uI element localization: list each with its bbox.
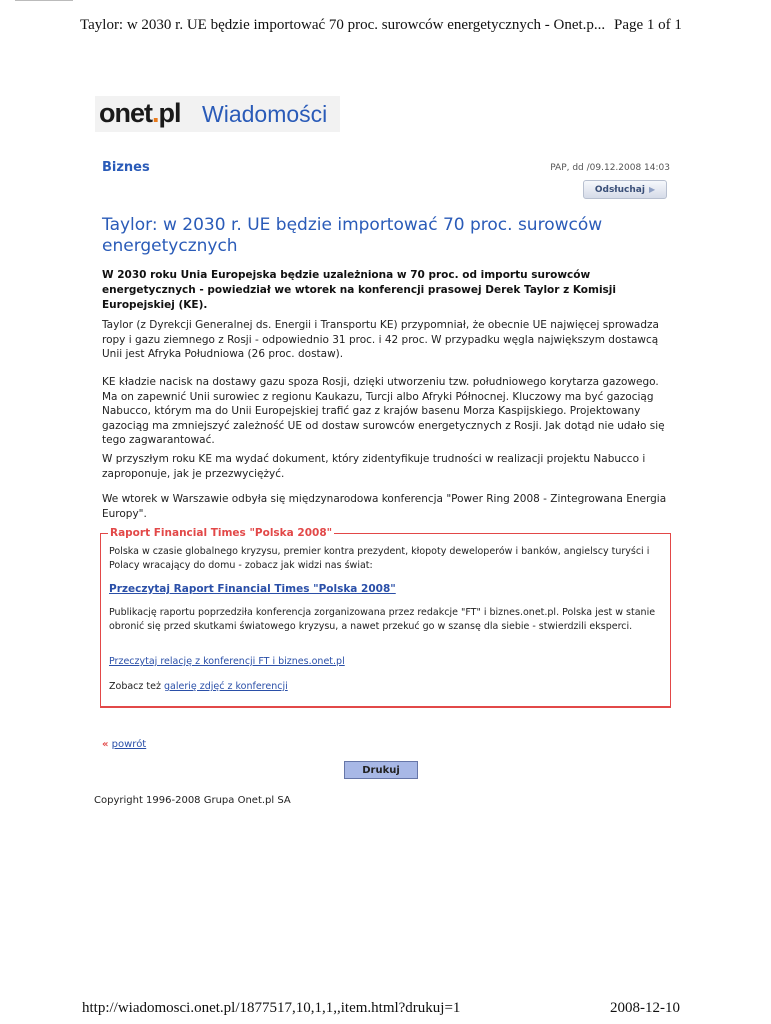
article-meta: PAP, dd /09.12.2008 14:03 xyxy=(550,163,670,173)
conference-relation-link[interactable]: Przeczytaj relację z konferencji FT i biznes.onet.pl xyxy=(109,656,345,667)
print-header-page: Page 1 of 1 xyxy=(614,17,682,33)
listen-button[interactable] xyxy=(583,180,667,199)
see-also-label: Zobacz też xyxy=(109,681,164,692)
article-category[interactable]: Biznes xyxy=(102,160,150,175)
article-paragraph: We wtorek w Warszawie odbyła się międzynarodowa konferencja "Power Ring 2008 - Zintegrowana Energia Europy". xyxy=(102,493,667,520)
promo-intro: Polska w czasie globalnego kryzysu, premier kontra prezydent, kłopoty deweloperów i banków, angielscy turyści i Polacy wracający do domu - zobacz jak widzi nas świat: xyxy=(109,546,650,571)
logo-brand: onet.pl xyxy=(99,98,181,128)
article-paragraph: KE kładzie nacisk na dostawy gazu spoza Rosji, dzięki utworzeniu tzw. południowego korytarza gazowego. Ma on zapewnić Unii surowiec z regionu Kaukazu, Turcji albo Afryki Północnej. Kluczowy ma być gazociąg Nabucco, którym ma do Unii Europejskiej trafić gaz z krajów basenu Morza Kaspijskiego. Projektowany gazociąg ma zmniejszyć zależność UE od dostaw surowców energetycznych z Rosji. Jak dotąd nie udało się tego zagwarantować. xyxy=(102,376,665,446)
logo-section-name: Wiadomości xyxy=(202,101,328,127)
article-paragraph: W przyszłym roku KE ma wydać dokument, który zidentyfikuje trudności w realizacji projektu Nabucco i zaproponuje, jak je przezwyciężyć. xyxy=(102,453,646,480)
scan-edge-line xyxy=(15,0,73,1)
promo-body: Publikację raportu poprzedziła konferencja zorganizowana przez redakcje "FT" i biznes.onet.pl. Polska jest w stanie obronić się przed skutkami światowego kryzysu, a nawet przekuć go w szansę dla siebie - stwierdzili eksperci. xyxy=(109,607,656,632)
listen-label: Odsłuchaj xyxy=(594,184,645,195)
back-arrow-icon: « xyxy=(102,739,109,750)
onet-logo[interactable] xyxy=(95,96,340,132)
article-title: Taylor: w 2030 r. UE będzie importować 70 proc. surowców energetycznych xyxy=(102,215,603,256)
back-link[interactable]: powrót xyxy=(111,739,147,750)
print-footer-url: http://wiadomosci.onet.pl/1877517,10,1,1,,item.html?drukuj=1 xyxy=(82,1000,461,1016)
back-nav xyxy=(102,739,146,750)
print-footer-date: 2008-12-10 xyxy=(610,1000,680,1016)
report-link[interactable]: Przeczytaj Raport Financial Times "Polska 2008" xyxy=(109,583,396,595)
print-header-title: Taylor: w 2030 r. UE będzie importować 70 proc. surowców energetycznych - Onet.p... xyxy=(80,17,606,33)
gallery-link[interactable]: galerię zdjęć z konferencji xyxy=(163,681,288,692)
promo-box-heading: Raport Financial Times "Polska 2008" xyxy=(110,527,333,539)
print-button[interactable]: Drukuj xyxy=(344,761,418,779)
article-paragraph: Taylor (z Dyrekcji Generalnej ds. Energii i Transportu KE) przypomniał, że obecnie UE najwięcej sprowadza ropy i gazu ziemnego z Rosji - odpowiednio 31 proc. i 42 proc. W przypadku węgla największym dostawcą Unii jest Afryka Południowa (26 proc. dostaw). xyxy=(102,319,659,360)
promo-box xyxy=(100,533,671,708)
play-icon: ▶ xyxy=(648,185,656,194)
copyright: Copyright 1996-2008 Grupa Onet.pl SA xyxy=(94,795,291,806)
article-lead: W 2030 roku Unia Europejska będzie uzależniona w 70 proc. od importu surowców energetycznych - powiedział we wtorek na konferencji prasowej Derek Taylor z Komisji Europejskiej (KE). xyxy=(102,269,617,311)
